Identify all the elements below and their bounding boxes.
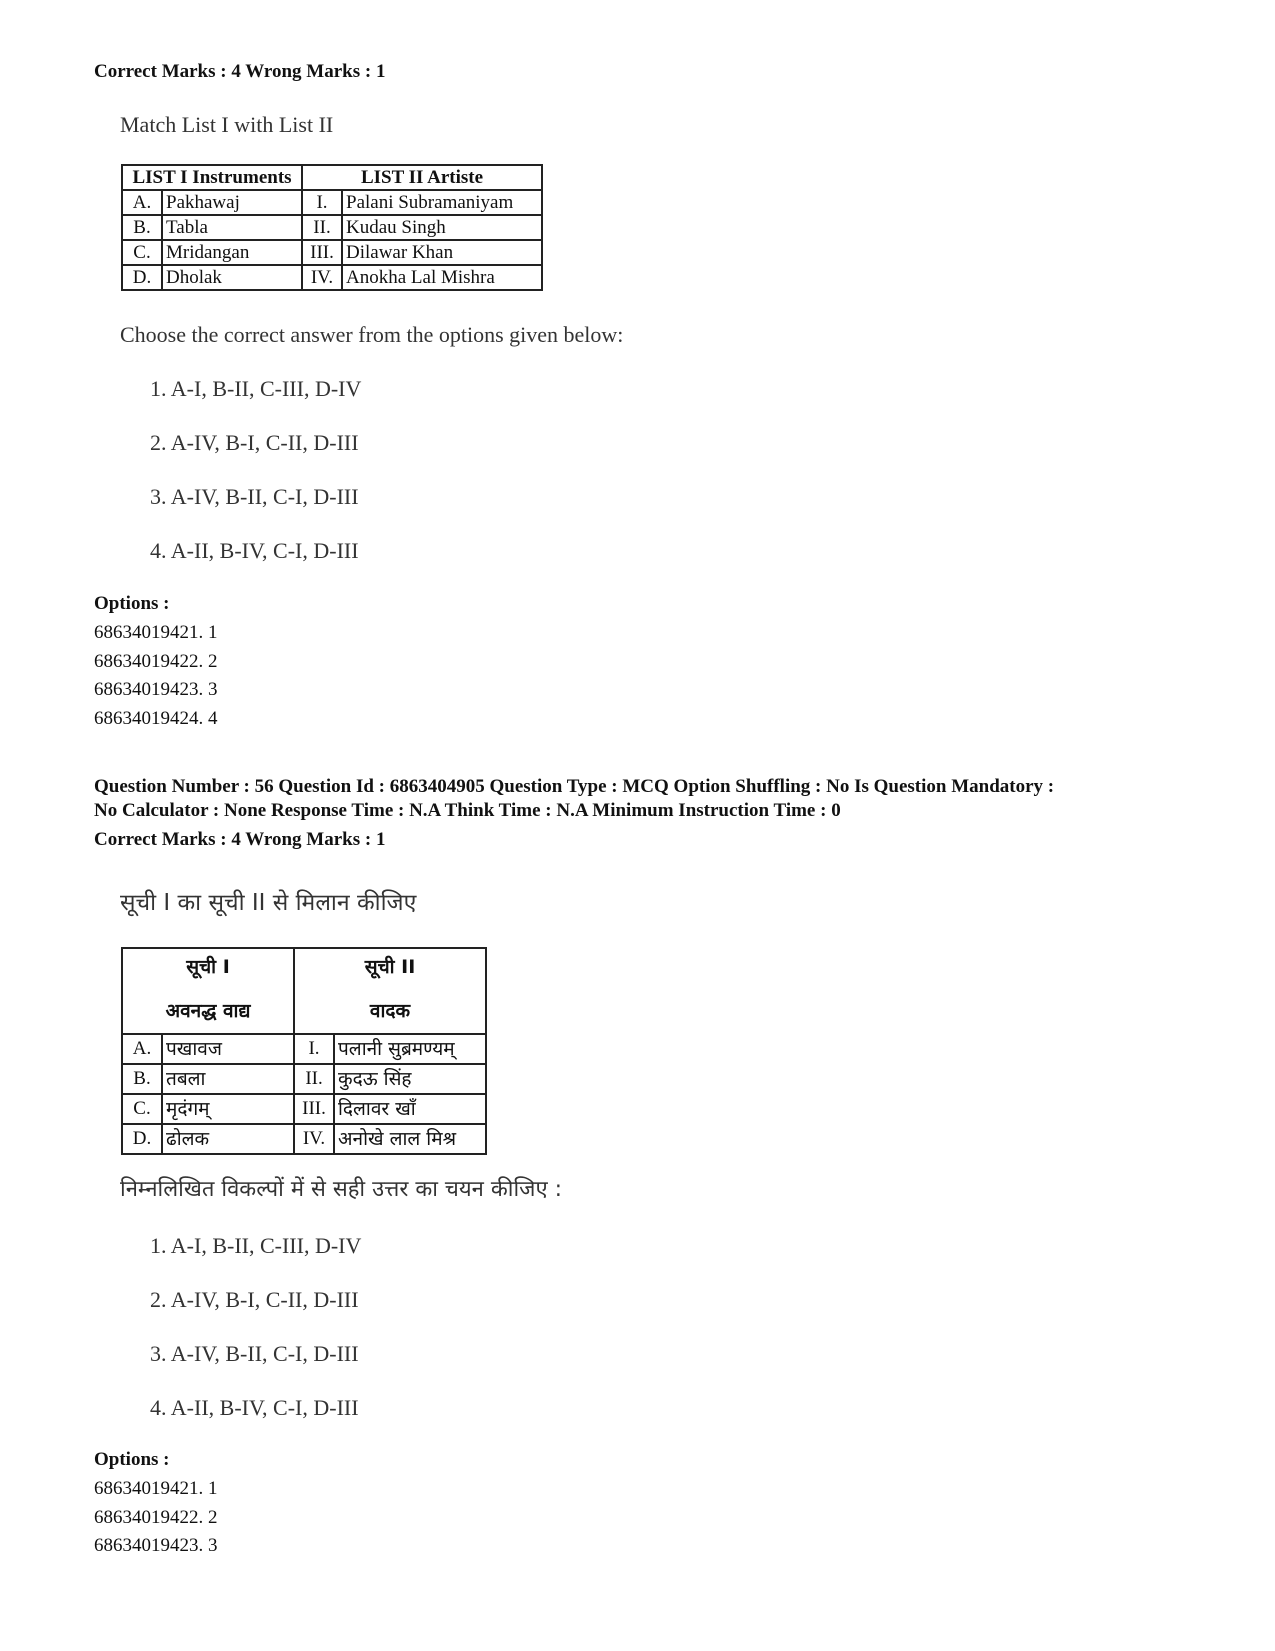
list2-key: II. bbox=[294, 1064, 334, 1094]
option-item: 68634019421. 1 bbox=[94, 1478, 218, 1499]
list1-value: Dholak bbox=[162, 265, 302, 290]
list1-value: पखावज bbox=[162, 1034, 294, 1064]
list1-value: Mridangan bbox=[162, 240, 302, 265]
list2-value: अनोखे लाल मिश्र bbox=[334, 1124, 486, 1154]
question-instruction: सूची I का सूची II से मिलान कीजिए bbox=[120, 890, 417, 916]
choose-prompt: निम्नलिखित विकल्पों में से सही उत्तर का चयन कीजिए : bbox=[120, 1177, 563, 1202]
options-label: Options : bbox=[94, 593, 170, 614]
question-meta-line1: Question Number : 56 Question Id : 6863404905 Question Type : MCQ Option Shuffling : No Is Question Mandatory : bbox=[94, 776, 1055, 797]
answer-choice: 4. A-II, B-IV, C-I, D-III bbox=[150, 1395, 359, 1420]
marks-line: Correct Marks : 4 Wrong Marks : 1 bbox=[94, 61, 386, 82]
answer-choice: 3. A-IV, B-II, C-I, D-III bbox=[150, 1341, 359, 1366]
list1-header-title: सूची I bbox=[186, 956, 230, 978]
answer-choice: 2. A-IV, B-I, C-II, D-III bbox=[150, 1287, 359, 1312]
answer-choice: 4. A-II, B-IV, C-I, D-III bbox=[150, 538, 359, 563]
table-row bbox=[122, 190, 542, 215]
list2-value: Dilawar Khan bbox=[342, 240, 542, 265]
option-item: 68634019424. 4 bbox=[94, 707, 218, 729]
match-table bbox=[121, 947, 487, 1155]
table-row bbox=[122, 1034, 486, 1064]
list2-key: IV. bbox=[302, 265, 342, 290]
table-row bbox=[122, 215, 542, 240]
table-row bbox=[122, 1124, 486, 1154]
list1-value: ढोलक bbox=[162, 1124, 294, 1154]
list2-value: Palani Subramaniyam bbox=[342, 190, 542, 215]
list1-header bbox=[122, 948, 294, 1034]
option-item: 68634019423. 3 bbox=[94, 1535, 218, 1556]
option-item: 68634019422. 2 bbox=[94, 650, 218, 672]
list1-key: C. bbox=[122, 1094, 162, 1124]
answer-choice: 1. A-I, B-II, C-III, D-IV bbox=[150, 376, 362, 401]
list2-value: कुदऊ सिंह bbox=[334, 1064, 486, 1094]
table-row bbox=[122, 240, 542, 265]
question-meta-line2: No Calculator : None Response Time : N.A Think Time : N.A Minimum Instruction Time : 0 bbox=[94, 800, 841, 821]
list2-value: Anokha Lal Mishra bbox=[342, 265, 542, 290]
option-item: 68634019421. 1 bbox=[94, 622, 218, 643]
options-list bbox=[94, 1475, 218, 1561]
list2-value: पलानी सुब्रमण्यम् bbox=[334, 1034, 486, 1064]
list1-header: LIST I Instruments bbox=[122, 165, 302, 190]
list1-header-subtitle: अवनद्ध वाद्य bbox=[165, 1000, 251, 1022]
question-instruction: Match List I with List II bbox=[120, 112, 334, 137]
list1-value: Tabla bbox=[162, 215, 302, 240]
answer-choice: 2. A-IV, B-I, C-II, D-III bbox=[150, 430, 359, 455]
list2-key: III. bbox=[294, 1094, 334, 1124]
list1-key: A. bbox=[122, 190, 162, 215]
list1-value: Pakhawaj bbox=[162, 190, 302, 215]
list2-key: I. bbox=[302, 190, 342, 215]
options-label: Options : bbox=[94, 1449, 170, 1470]
list1-key: D. bbox=[122, 265, 162, 290]
list1-value: मृदंगम् bbox=[162, 1094, 294, 1124]
list1-key: B. bbox=[122, 215, 162, 240]
option-item: 68634019422. 2 bbox=[94, 1506, 218, 1528]
match-table bbox=[121, 164, 543, 291]
list2-key: IV. bbox=[294, 1124, 334, 1154]
table-row bbox=[122, 1064, 486, 1094]
list1-key: C. bbox=[122, 240, 162, 265]
table-row bbox=[122, 265, 542, 290]
list1-key: A. bbox=[122, 1034, 162, 1064]
list2-key: III. bbox=[302, 240, 342, 265]
marks-line: Correct Marks : 4 Wrong Marks : 1 bbox=[94, 829, 386, 850]
answer-choice: 3. A-IV, B-II, C-I, D-III bbox=[150, 484, 359, 509]
list1-key: B. bbox=[122, 1064, 162, 1094]
options-list bbox=[94, 619, 218, 733]
list1-key: D. bbox=[122, 1124, 162, 1154]
choose-prompt: Choose the correct answer from the options given below: bbox=[120, 322, 624, 347]
list2-header bbox=[294, 948, 486, 1034]
list2-header-subtitle: वादक bbox=[369, 1000, 411, 1022]
table-row bbox=[122, 1094, 486, 1124]
list2-value: दिलावर खाँ bbox=[334, 1094, 486, 1124]
list2-header: LIST II Artiste bbox=[302, 165, 542, 190]
list1-value: तबला bbox=[162, 1064, 294, 1094]
list2-key: I. bbox=[294, 1034, 334, 1064]
list2-value: Kudau Singh bbox=[342, 215, 542, 240]
option-item: 68634019423. 3 bbox=[94, 679, 218, 700]
list2-key: II. bbox=[302, 215, 342, 240]
answer-choice: 1. A-I, B-II, C-III, D-IV bbox=[150, 1233, 362, 1258]
list2-header-title: सूची II bbox=[364, 956, 416, 978]
